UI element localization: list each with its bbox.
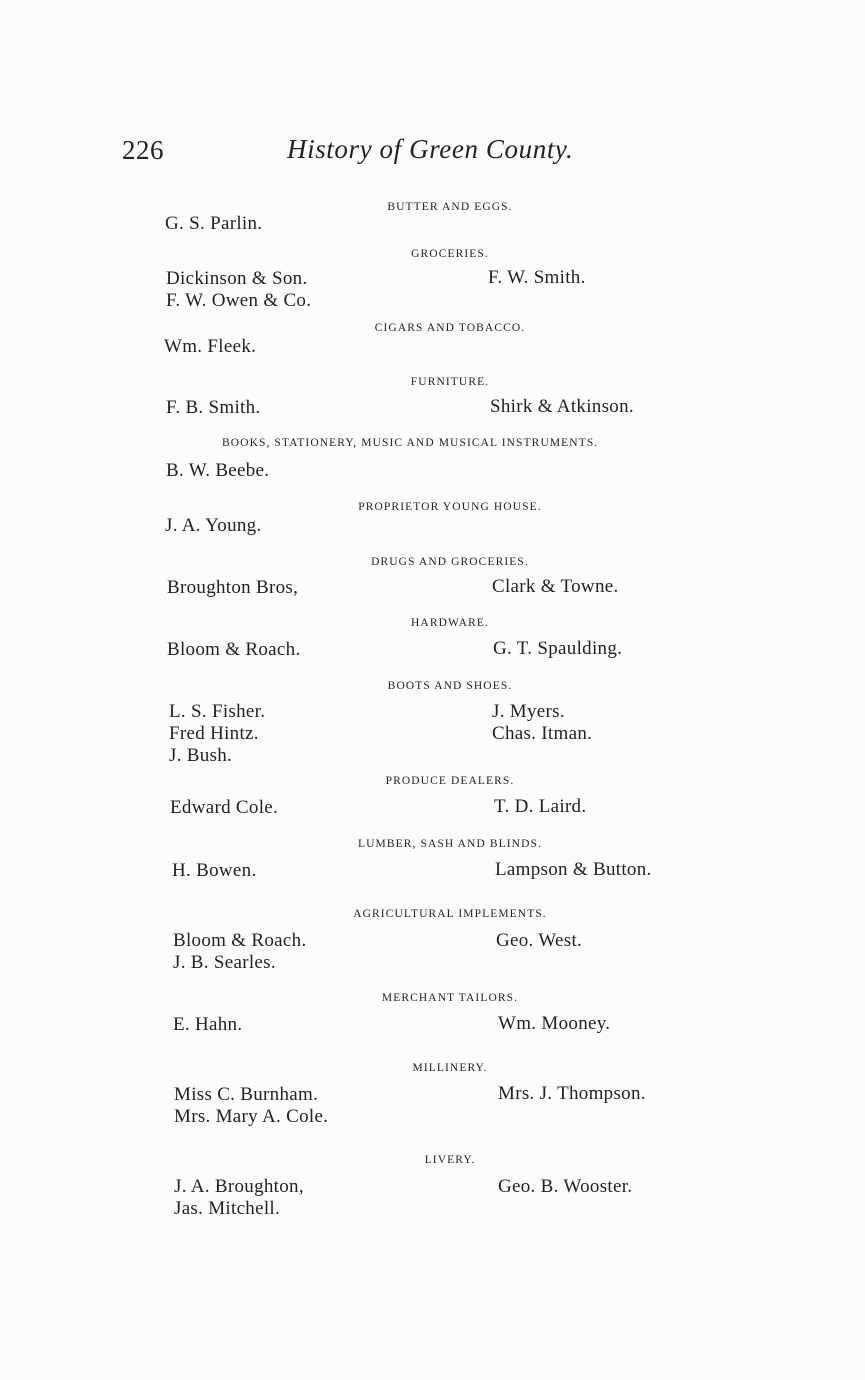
entry-left [167, 577, 298, 599]
business-name: Fred Hintz. [169, 723, 259, 744]
business-name: Chas. Itman. [492, 723, 593, 744]
entry-right [490, 396, 634, 418]
business-name: Wm. Mooney. [498, 1013, 611, 1034]
business-name: Broughton Bros, [167, 577, 299, 598]
section-heading: MERCHANT TAILORS. [381, 992, 519, 1004]
entry-right [488, 267, 586, 289]
business-name: Miss C. Burnham. [174, 1084, 319, 1105]
entry-left [166, 460, 269, 482]
business-name: J. B. Searles. [173, 952, 276, 973]
business-name: F. B. Smith. [166, 397, 261, 418]
entry-left [174, 1176, 304, 1220]
entry-left [166, 268, 311, 312]
business-name: Geo. West. [496, 930, 583, 951]
business-name: J. A. Broughton, [174, 1176, 304, 1197]
section-heading: HARDWARE. [411, 617, 489, 629]
entry-left [166, 397, 260, 419]
business-name: Jas. Mitchell. [174, 1198, 281, 1219]
business-name: L. S. Fisher. [169, 701, 266, 722]
business-name: Dickinson & Son. [166, 268, 308, 289]
business-name: E. Hahn. [173, 1014, 243, 1035]
business-name: Shirk & Atkinson. [490, 396, 634, 417]
entry-right [498, 1013, 610, 1035]
entry-right [492, 701, 592, 745]
business-name: Mrs. Mary A. Cole. [174, 1106, 329, 1127]
section-heading: AGRICULTURAL IMPLEMENTS. [353, 908, 547, 920]
section-heading: DRUGS AND GROCERIES. [371, 556, 529, 568]
running-title: History of Green County. [287, 134, 574, 164]
entry-left [174, 1084, 328, 1128]
business-name: Geo. B. Wooster. [498, 1176, 633, 1197]
business-name: J. Bush. [169, 745, 233, 766]
business-name: Lampson & Button. [495, 859, 652, 880]
section-heading: FURNITURE. [410, 376, 490, 388]
section-heading: GROCERIES. [411, 248, 489, 260]
business-name: T. D. Laird. [494, 796, 587, 817]
business-name: Clark & Towne. [492, 576, 619, 597]
entry-right [498, 1176, 632, 1198]
business-name: Bloom & Roach. [167, 639, 301, 660]
entry-right [493, 638, 622, 660]
business-name: G. S. Parlin. [165, 213, 263, 234]
entry-right [492, 576, 619, 598]
section-heading: MILLINERY. [412, 1062, 488, 1074]
section-heading: LUMBER, SASH AND BLINDS. [358, 838, 542, 850]
business-name: B. W. Beebe. [166, 460, 270, 481]
entry-left [164, 336, 256, 358]
entry-left [165, 213, 262, 235]
section-heading: BOOTS AND SHOES. [387, 680, 513, 692]
business-name: G. T. Spaulding. [493, 638, 623, 659]
entry-left [173, 1014, 242, 1036]
page-number: 226 [122, 135, 164, 165]
entry-right [495, 859, 652, 881]
entry-right [494, 796, 586, 818]
entry-left [172, 860, 257, 882]
entry-right [498, 1083, 646, 1105]
entry-left [165, 515, 262, 537]
section-heading: LIVERY. [424, 1154, 476, 1166]
section-heading: PRODUCE DEALERS. [385, 775, 515, 787]
business-name: F. W. Owen & Co. [166, 290, 312, 311]
business-name: Edward Cole. [170, 797, 279, 818]
business-name: Mrs. J. Thompson. [498, 1083, 646, 1104]
entry-right [496, 930, 582, 952]
business-name: H. Bowen. [172, 860, 257, 881]
entry-left [173, 930, 307, 974]
business-name: J. Myers. [492, 701, 565, 722]
section-heading: CIGARS AND TOBACCO. [374, 322, 526, 334]
section-heading: BOOKS, STATIONERY, MUSIC AND MUSICAL INSTRUMENTS. [222, 437, 599, 449]
business-name: Bloom & Roach. [173, 930, 307, 951]
section-heading: BUTTER AND EGGS. [387, 201, 513, 213]
business-name: Wm. Fleek. [164, 336, 257, 357]
section-heading: PROPRIETOR YOUNG HOUSE. [358, 501, 542, 513]
entry-left [169, 701, 265, 767]
entry-left [167, 639, 301, 661]
business-name: F. W. Smith. [488, 267, 586, 288]
entry-left [170, 797, 278, 819]
business-name: J. A. Young. [165, 515, 262, 536]
